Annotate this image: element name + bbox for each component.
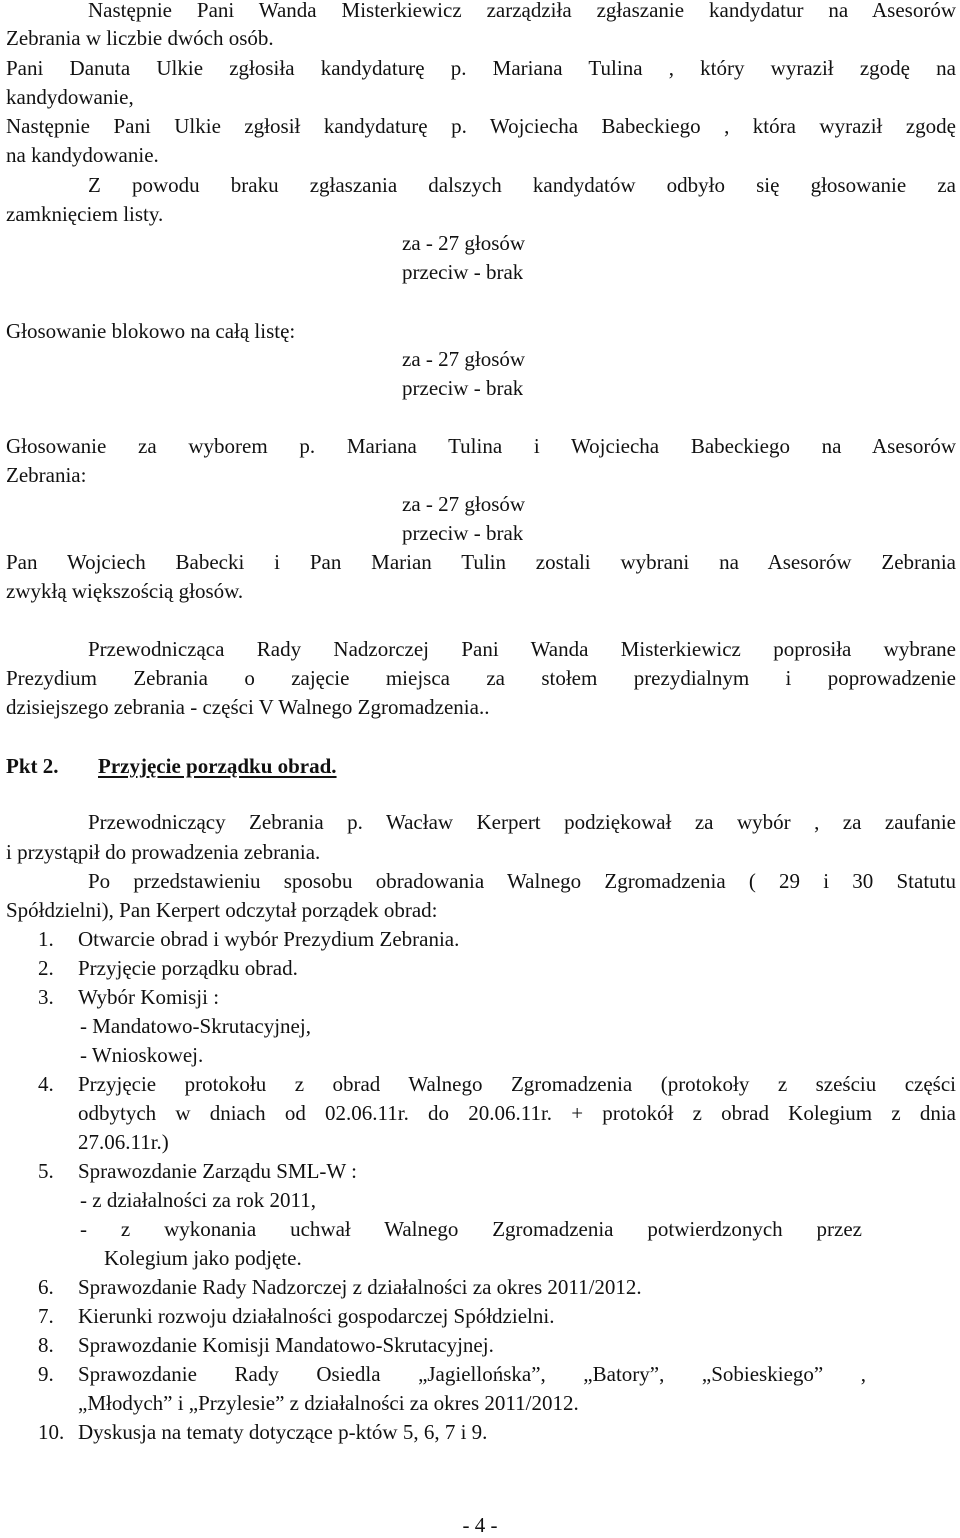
section-number: Pkt 2.	[6, 754, 59, 778]
paragraph-line: na kandydowanie.	[6, 143, 159, 167]
paragraph-line: Po przedstawieniu sposobu obradowania Walnego Zgromadzenia ( 29 i 30 Statutu	[88, 869, 956, 893]
agenda-item: Sprawozdanie Komisji Mandatowo-Skrutacyjnej.	[78, 1333, 494, 1357]
paragraph-line: zamknięciem listy.	[6, 202, 164, 226]
vote-against: przeciw - brak	[402, 376, 524, 400]
paragraph-line: Spółdzielni), Pan Kerpert odczytał porządek obrad:	[6, 898, 438, 922]
agenda-item: Przyjęcie protokołu z obrad Walnego Zgromadzenia (protokoły z sześciu części	[78, 1072, 956, 1096]
paragraph-line: Głosowanie blokowo na całą listę:	[6, 319, 296, 343]
agenda-item: Otwarcie obrad i wybór Prezydium Zebrania.	[78, 927, 460, 951]
agenda-number: 10.	[38, 1420, 65, 1444]
agenda-number: 7.	[38, 1304, 54, 1328]
paragraph-line: Przewodniczący Zebrania p. Wacław Kerpert podziękował za wybór , za zaufanie	[88, 810, 956, 834]
agenda-item-continuation: Kolegium jako podjęte.	[104, 1246, 302, 1270]
paragraph-line: Przewodnicząca Rady Nadzorczej Pani Wanda Misterkiewicz poprosiła wybrane	[88, 637, 956, 661]
vote-for: za - 27 głosów	[402, 347, 526, 371]
paragraph-line: Pani Danuta Ulkie zgłosiła kandydaturę p. Mariana Tulina , który wyraził zgodę na	[6, 56, 956, 80]
agenda-item: Dyskusja na tematy dotyczące p-któw 5, 6, 7 i 9.	[78, 1420, 488, 1444]
paragraph-line: Następnie Pani Ulkie zgłosił kandydaturę p. Wojciecha Babeckiego , która wyraził zgodę	[6, 114, 956, 138]
agenda-subitem: - Wnioskowej.	[80, 1043, 204, 1067]
vote-for: za - 27 głosów	[402, 492, 526, 516]
agenda-subitem: - z wykonania uchwał Walnego Zgromadzenia potwierdzonych przez	[80, 1217, 862, 1241]
agenda-item: Kierunki rozwoju działalności gospodarczej Spółdzielni.	[78, 1304, 555, 1328]
paragraph-line: zwykłą większością głosów.	[6, 579, 244, 603]
agenda-number: 5.	[38, 1159, 54, 1183]
paragraph-line: Zebrania w liczbie dwóch osób.	[6, 26, 274, 50]
agenda-item: Przyjęcie porządku obrad.	[78, 956, 298, 980]
paragraph-line: Pan Wojciech Babecki i Pan Marian Tulin zostali wybrani na Asesorów Zebrania	[6, 550, 956, 574]
agenda-item: Sprawozdanie Zarządu SML-W :	[78, 1159, 357, 1183]
agenda-number: 9.	[38, 1362, 54, 1386]
paragraph-line: Następnie Pani Wanda Misterkiewicz zarządziła zgłaszanie kandydatur na Asesorów	[88, 0, 956, 22]
paragraph-line: Głosowanie za wyborem p. Mariana Tulina i Wojciecha Babeckiego na Asesorów	[6, 434, 956, 458]
paragraph-line: i przystąpił do prowadzenia zebrania.	[6, 840, 321, 864]
agenda-item-continuation: 27.06.11r.)	[78, 1130, 169, 1154]
agenda-number: 2.	[38, 956, 54, 980]
paragraph-line: Z powodu braku zgłaszania dalszych kandydatów odbyło się głosowanie za	[88, 173, 956, 197]
agenda-subitem: - z działalności za rok 2011,	[80, 1188, 316, 1212]
paragraph-line: Zebrania:	[6, 463, 87, 487]
page-number: - 4 -	[462, 1513, 498, 1537]
agenda-number: 6.	[38, 1275, 54, 1299]
agenda-number: 4.	[38, 1072, 54, 1096]
agenda-item: Sprawozdanie Rady Nadzorczej z działalności za okres 2011/2012.	[78, 1275, 642, 1299]
agenda-subitem: - Mandatowo-Skrutacyjnej,	[80, 1014, 311, 1038]
agenda-number: 8.	[38, 1333, 54, 1357]
agenda-item-continuation: „Młodych” i „Przylesie” z działalności za okres 2011/2012.	[78, 1391, 579, 1415]
paragraph-line: dzisiejszego zebrania - części V Walnego Zgromadzenia..	[6, 695, 490, 719]
vote-against: przeciw - brak	[402, 521, 524, 545]
vote-for: za - 27 głosów	[402, 231, 526, 255]
vote-against: przeciw - brak	[402, 260, 524, 284]
agenda-item-continuation: odbytych w dniach od 02.06.11r. do 20.06.11r. + protokół z obrad Kolegium z dnia	[78, 1101, 956, 1125]
paragraph-line: Prezydium Zebrania o zajęcie miejsca za stołem prezydialnym i poprowadzenie	[6, 666, 956, 690]
agenda-number: 3.	[38, 985, 54, 1009]
paragraph-line: kandydowanie,	[6, 85, 134, 109]
section-heading: Przyjęcie porządku obrad.	[98, 754, 337, 778]
agenda-number: 1.	[38, 927, 54, 951]
agenda-item: Wybór Komisji :	[78, 985, 220, 1009]
agenda-item: Sprawozdanie Rady Osiedla „Jagiellońska”, „Batory”, „Sobieskiego” ,	[78, 1362, 866, 1386]
